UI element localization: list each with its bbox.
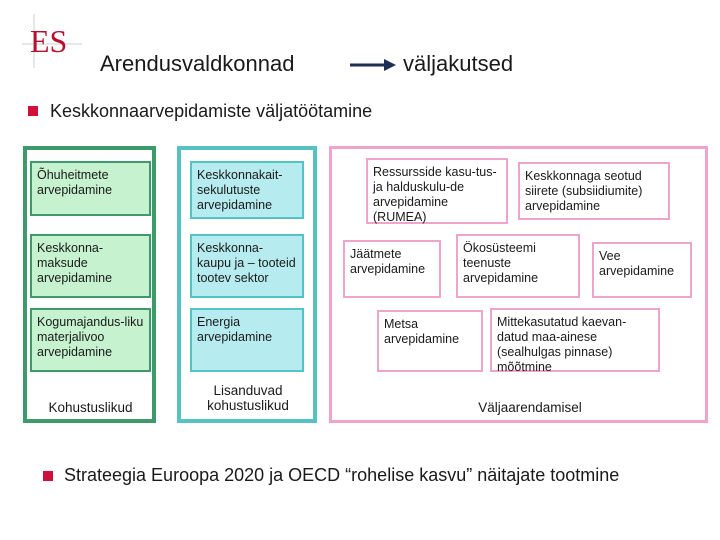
mandatory-label: Kohustuslikud	[48, 400, 133, 415]
material-flow-box: Kogumajandus-liku materjalivoo arvepidamine	[30, 308, 151, 372]
title-development-areas: Arendusvaldkonnad	[100, 51, 295, 76]
ecosystem-services-box: Ökosüsteemi teenuste arvepidamine	[456, 234, 580, 298]
water-accounts-box: Vee arvepidamine	[592, 242, 692, 298]
waste-accounts-box: Jäätmete arvepidamine	[343, 240, 441, 298]
env-protection-expenditure-box: Keskkonnakait-sekulutuste arvepidamine	[190, 161, 304, 219]
rumea-box: Ressursside kasu-tus- ja halduskulu-de arvepidamine (RUMEA)	[366, 158, 508, 224]
environmental-taxes-box: Keskkonna-maksude arvepidamine	[30, 234, 151, 298]
forest-accounts-box: Metsa arvepidamine	[377, 310, 483, 372]
footer-strategy: Strateegia Euroopa 2020 ja OECD “rohelise kasvu” näitajate tootmine	[64, 465, 620, 485]
energy-accounts-box: Energia arvepidamine	[190, 308, 304, 372]
es-logo-text: ES	[30, 23, 68, 59]
in-development-label: Väljaarendamisel	[478, 400, 582, 415]
air-emissions-box: Õhuheitmete arvepidamine	[30, 161, 151, 216]
title-challenges: väljakutsed	[403, 51, 514, 76]
bullet-icon	[43, 471, 53, 481]
arrow-right-icon	[350, 58, 396, 72]
es-logo	[22, 14, 82, 68]
env-goods-sector-box: Keskkonna-kaupu ja – tooteid tootev sektor	[190, 234, 304, 298]
env-transfers-box: Keskkonnaga seotud siirete (subsiidiumite) arvepidamine	[518, 162, 670, 220]
unused-extraction-box: Mittekasutatud kaevan-datud maa-ainese (sealhulgas pinnase) mõõtmine	[490, 308, 660, 372]
additional-mandatory-label: Lisanduvad kohustuslikud	[207, 383, 289, 413]
subtitle: Keskkonnaarvepidamiste väljatöötamine	[50, 101, 373, 121]
bullet-icon	[28, 106, 38, 116]
